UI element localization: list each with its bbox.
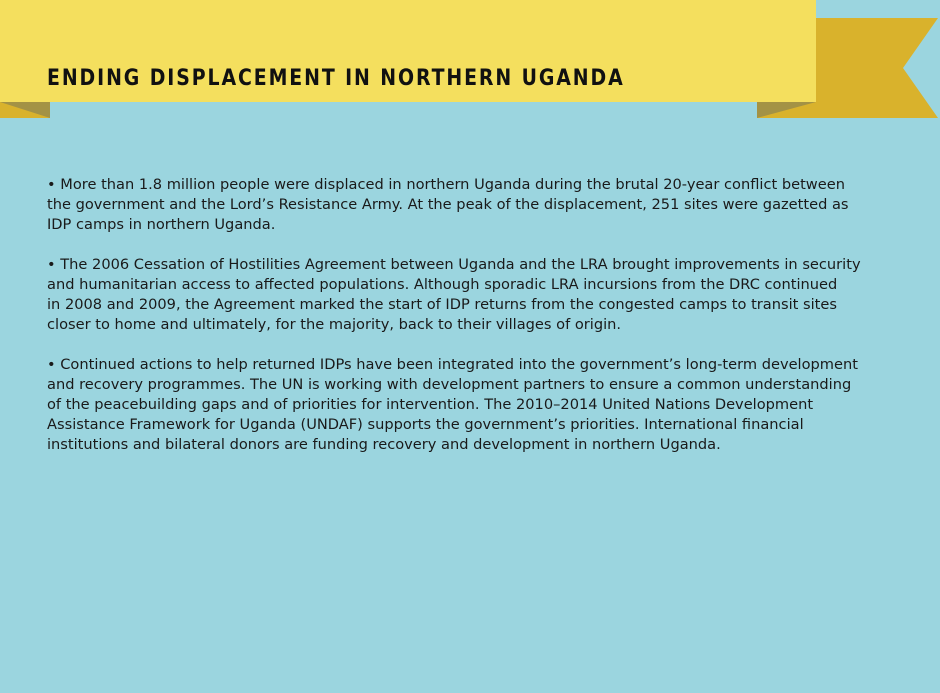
title-banner <box>0 0 940 120</box>
paragraph-displacement-overview: • More than 1.8 million people were displaced in northern Uganda during the brutal 20-year conflict between the government and the Lord’s Resistance Army. At the peak of the displacement, 251 sites were gazetted as IDP camps in northern Uganda. <box>47 176 849 233</box>
paragraph-recovery-actions: • Continued actions to help returned IDPs have been integrated into the government’s long-term development and recovery programmes. The UN is working with development partners to ensure a common understanding of the peacebuilding gaps and of priorities for intervention. The 2010–2014 United Nations Development Assistance Framework for Uganda (UNDAF) supports the government’s priorities. International financial institutions and bilateral donors are funding recovery and development in northern Uganda. <box>47 356 858 453</box>
body-text <box>47 175 897 475</box>
page-title: ENDING DISPLACEMENT IN NORTHERN UGANDA <box>47 66 625 91</box>
paragraph-cessation-agreement: • The 2006 Cessation of Hostilities Agreement between Uganda and the LRA brought improvements in security and humanitarian access to affected populations. Although sporadic LRA incursions from the DRC continued in 2008 and 2009, the Agreement marked the start of IDP returns from the congested camps to transit sites closer to home and ultimately, for the majority, back to their villages of origin. <box>47 256 861 333</box>
